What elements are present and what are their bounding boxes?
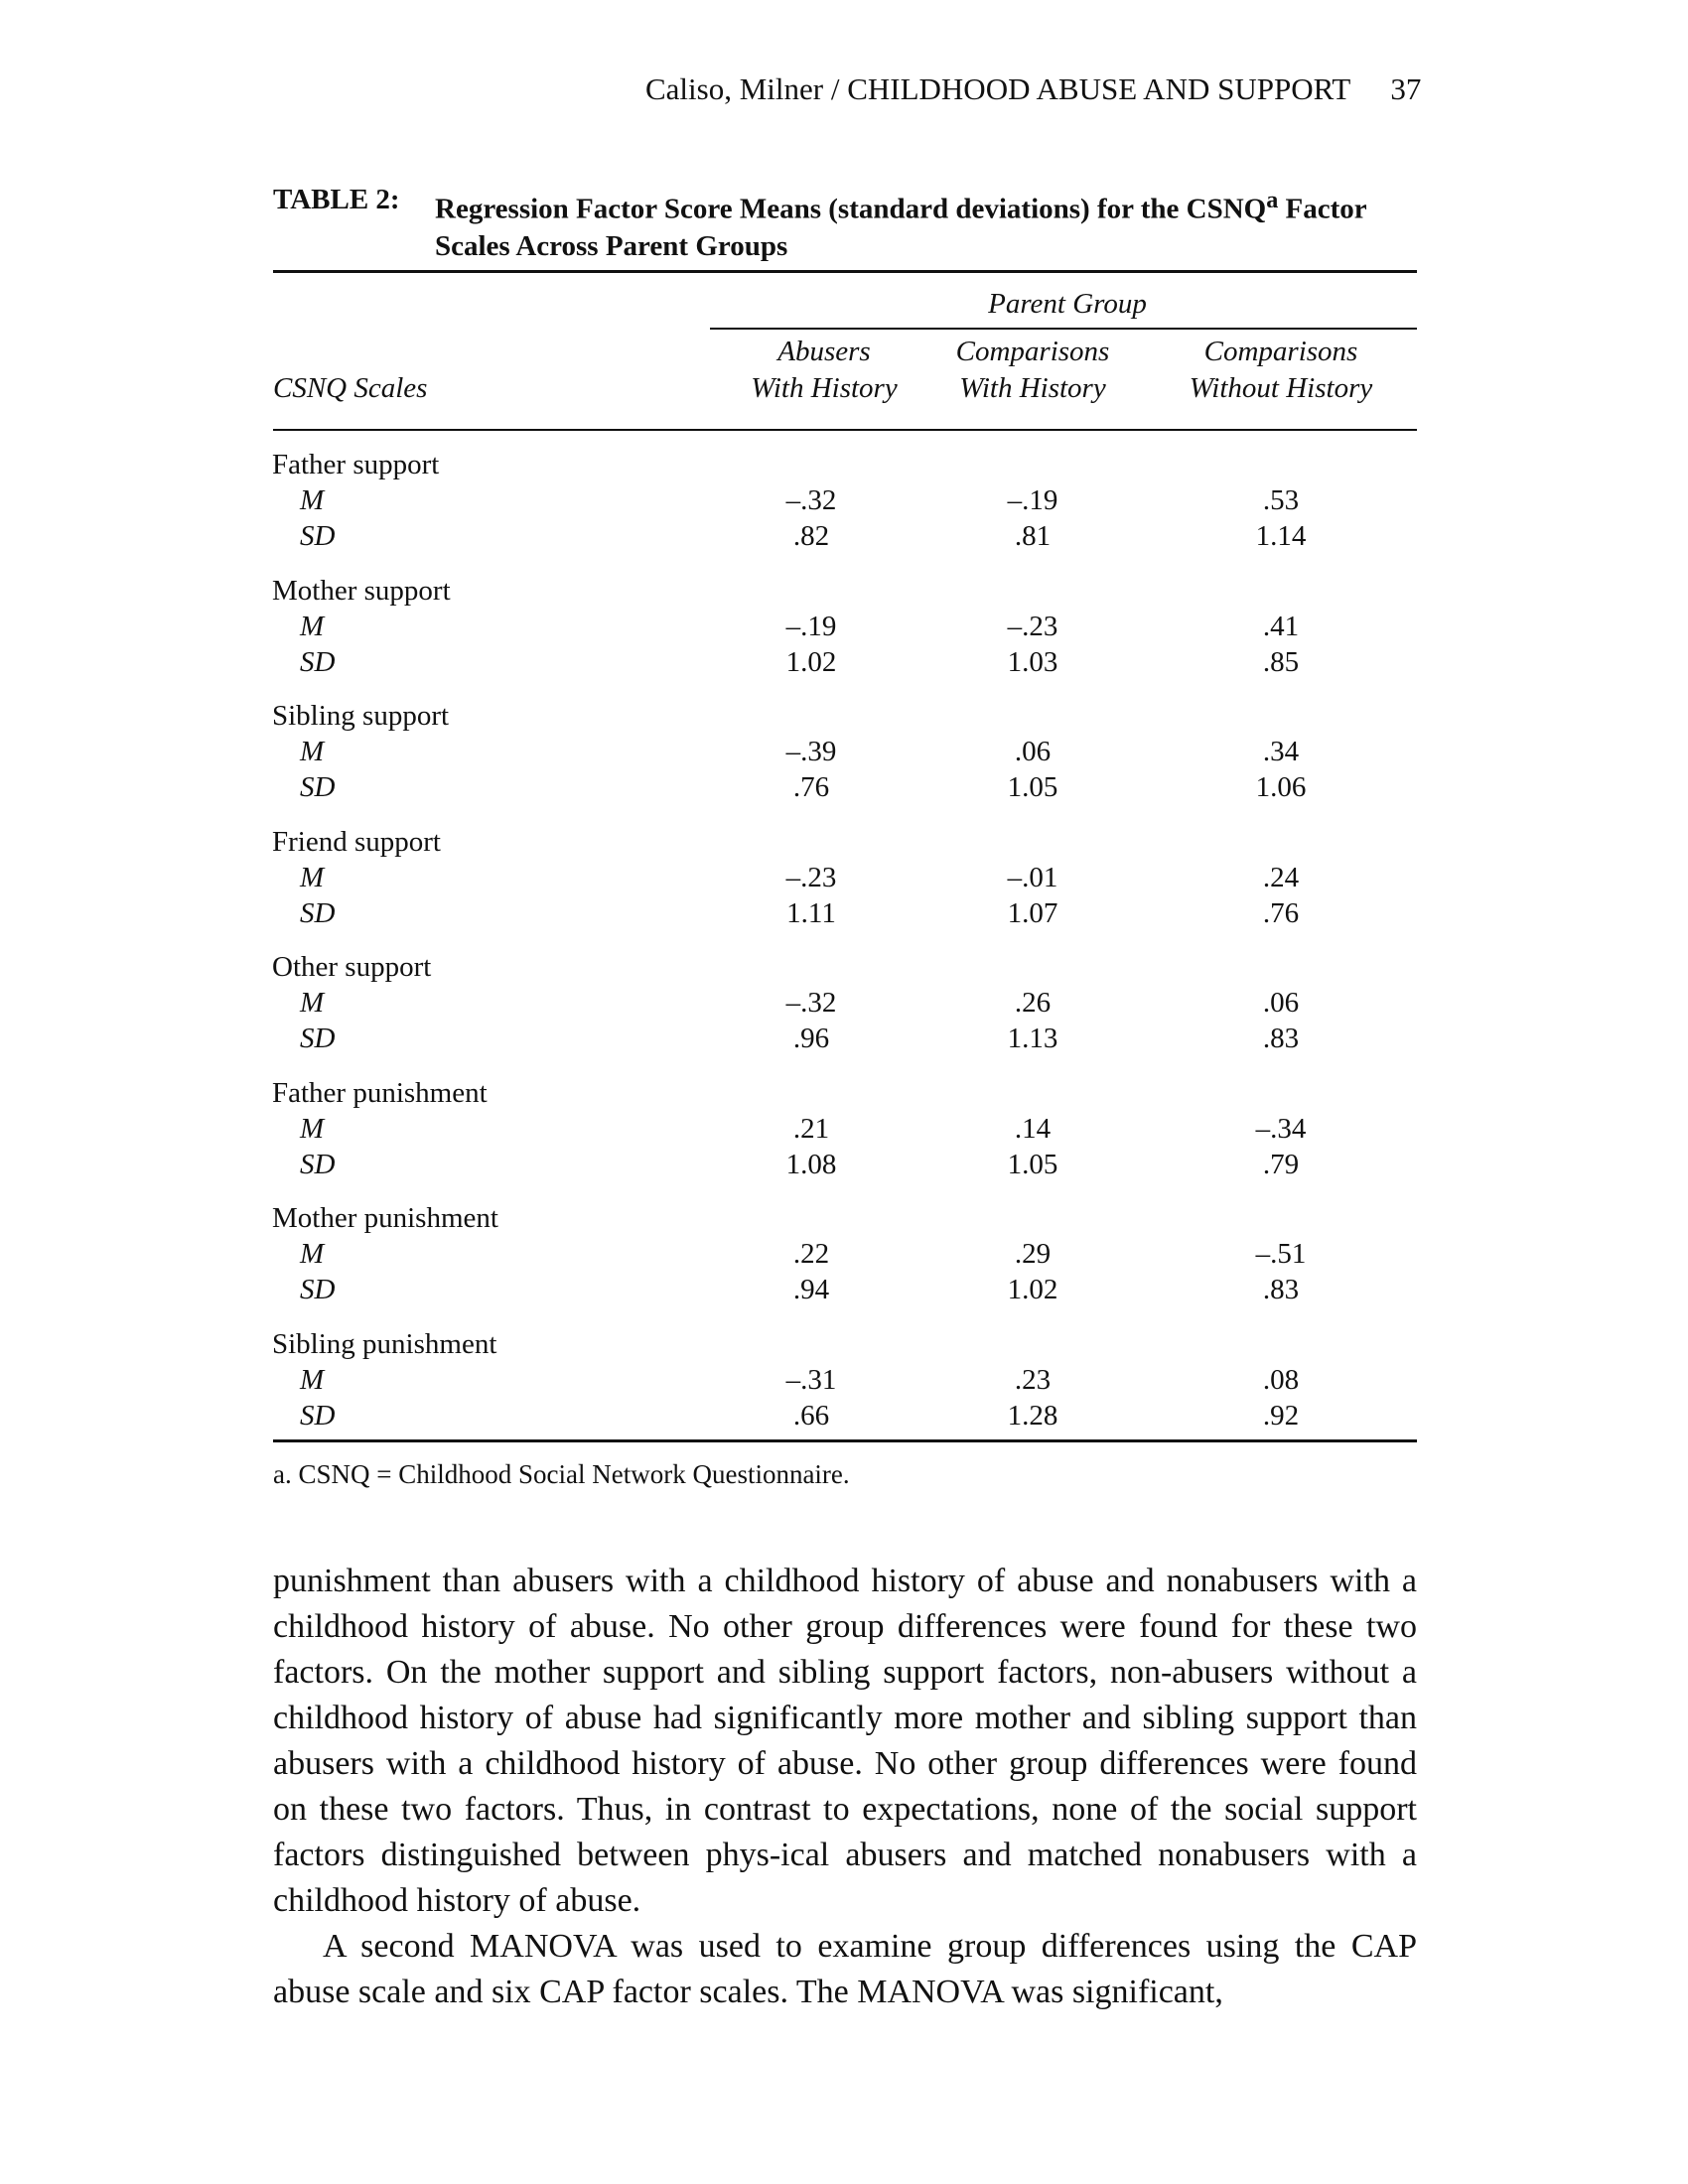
running-head: [645, 71, 1421, 107]
sd-cell: 1.07: [1007, 896, 1058, 929]
caption-part2: Factor Scales Across Parent Groups: [435, 193, 1367, 262]
mean-cell: .26: [1014, 987, 1052, 1019]
sd-cell: 1.14: [1255, 520, 1307, 552]
sd-label: SD: [300, 1023, 336, 1054]
body-paragraph-2: A second MANOVA was used to examine group differences using the CAP abuse scale and six CAP factor scales. The MANOVA was significant,: [273, 1928, 1417, 2010]
mean-cell: .21: [792, 1112, 830, 1145]
sd-cell: 1.11: [786, 896, 836, 929]
body-text: [273, 1559, 1417, 2015]
sd-cell: 1.08: [785, 1148, 837, 1180]
sd-cell: .83: [1262, 1023, 1300, 1054]
scale-label: Friend support: [272, 825, 441, 858]
column-header-line1: Comparisons: [955, 336, 1110, 367]
column-header-line1: Comparisons: [1203, 336, 1358, 367]
mean-cell: –.32: [785, 987, 837, 1019]
mean-cell: –.23: [1007, 610, 1058, 642]
mean-cell: .34: [1262, 736, 1300, 767]
caption-superscript: a: [1266, 187, 1279, 213]
mean-label: M: [300, 1238, 325, 1270]
mean-cell: .06: [1014, 736, 1052, 767]
parent-group-spanner: Parent Group: [988, 288, 1147, 320]
column-header-comparisons-with-history: [918, 334, 1147, 407]
sd-cell: 1.28: [1007, 1399, 1058, 1432]
mean-cell: .41: [1262, 610, 1300, 642]
mean-label: M: [300, 1363, 325, 1396]
mean-label: M: [300, 484, 325, 516]
column-header-abusers-with-history: [715, 334, 933, 407]
sd-cell: 1.05: [1007, 1148, 1058, 1180]
sd-cell: .83: [1262, 1274, 1300, 1305]
table-footnote: a. CSNQ = Childhood Social Network Questionnaire.: [273, 1459, 850, 1489]
scale-label: Sibling support: [272, 700, 450, 732]
column-header-line2: Without History: [1189, 372, 1373, 404]
sd-cell: .76: [1262, 896, 1300, 929]
sd-cell: 1.03: [1007, 645, 1058, 678]
sd-cell: .92: [1262, 1399, 1300, 1432]
page-number: 37: [1390, 71, 1422, 106]
sd-cell: 1.13: [1007, 1023, 1058, 1054]
mean-label: M: [300, 736, 325, 767]
column-header-comparisons-without-history: [1152, 334, 1410, 407]
sd-cell: 1.02: [785, 645, 837, 678]
mean-cell: –.01: [1007, 861, 1058, 893]
table-title: [435, 182, 1428, 265]
sd-label: SD: [300, 520, 336, 552]
sd-cell: .76: [792, 771, 830, 803]
sd-label: SD: [300, 771, 336, 803]
header-bottom-rule: [273, 429, 1417, 431]
mean-label: M: [300, 987, 325, 1019]
caption-part1: Regression Factor Score Means (standard deviations) for the CSNQ: [435, 193, 1267, 225]
column-header-line2: With History: [959, 372, 1106, 404]
table-top-rule: [273, 270, 1417, 273]
sd-label: SD: [300, 896, 336, 929]
mean-cell: .53: [1262, 484, 1300, 516]
mean-cell: –.51: [1255, 1238, 1307, 1270]
sd-label: SD: [300, 1399, 336, 1432]
spanner-rule: [710, 328, 1417, 330]
mean-cell: –.23: [785, 861, 837, 893]
scale-label: Father support: [272, 449, 440, 480]
mean-cell: .29: [1014, 1238, 1052, 1270]
sd-cell: .96: [792, 1023, 830, 1054]
mean-cell: .23: [1014, 1363, 1052, 1396]
column-header-line2: With History: [751, 372, 898, 404]
table-label: TABLE 2:: [273, 184, 400, 215]
table-bottom-rule: [273, 1439, 1417, 1442]
scale-label: Mother support: [272, 574, 451, 607]
sd-cell: .94: [792, 1274, 830, 1305]
mean-cell: .14: [1014, 1112, 1052, 1145]
mean-cell: –.31: [785, 1363, 837, 1396]
column-header-line1: Abusers: [777, 336, 871, 367]
mean-cell: .08: [1262, 1363, 1300, 1396]
sd-cell: 1.05: [1007, 771, 1058, 803]
mean-cell: –.39: [785, 736, 837, 767]
mean-cell: .22: [792, 1238, 830, 1270]
running-head-text: Caliso, Milner / CHILDHOOD ABUSE AND SUPPORT: [645, 71, 1351, 106]
mean-cell: .06: [1262, 987, 1300, 1019]
scale-label: Father punishment: [272, 1076, 488, 1109]
scale-label: Other support: [272, 951, 432, 983]
sd-cell: 1.02: [1007, 1274, 1058, 1305]
mean-cell: –.32: [785, 484, 837, 516]
mean-cell: –.19: [1007, 484, 1058, 516]
sd-cell: .85: [1262, 645, 1300, 678]
body-paragraph-1: punishment than abusers with a childhood history of abuse and nonabusers with a childhood history of abuse. No other group differences were found for these two factors. On the mother support and sibling support factors, non-abusers without a childhood history of abuse had significantly more mother and sibling support than abusers with a childhood history of abuse. No other group differences were found on these two factors. Thus, in contrast to expectations, none of the social support factors distinguished between phys-ical abusers and matched nonabusers with a childhood history of abuse.: [273, 1563, 1417, 1919]
sd-cell: .79: [1262, 1148, 1300, 1180]
mean-label: M: [300, 1112, 325, 1145]
row-header-label: CSNQ Scales: [273, 372, 428, 404]
scale-label: Mother punishment: [272, 1202, 498, 1234]
mean-cell: .24: [1262, 861, 1300, 893]
sd-label: SD: [300, 1148, 336, 1180]
sd-cell: .81: [1014, 520, 1052, 552]
sd-cell: 1.06: [1255, 771, 1307, 803]
sd-cell: .66: [792, 1399, 830, 1432]
sd-cell: .82: [792, 520, 830, 552]
mean-label: M: [300, 610, 325, 642]
mean-cell: –.34: [1255, 1112, 1307, 1145]
scale-label: Sibling punishment: [272, 1327, 497, 1360]
mean-label: M: [300, 861, 325, 893]
sd-label: SD: [300, 645, 336, 678]
sd-label: SD: [300, 1274, 336, 1305]
mean-cell: –.19: [785, 610, 837, 642]
